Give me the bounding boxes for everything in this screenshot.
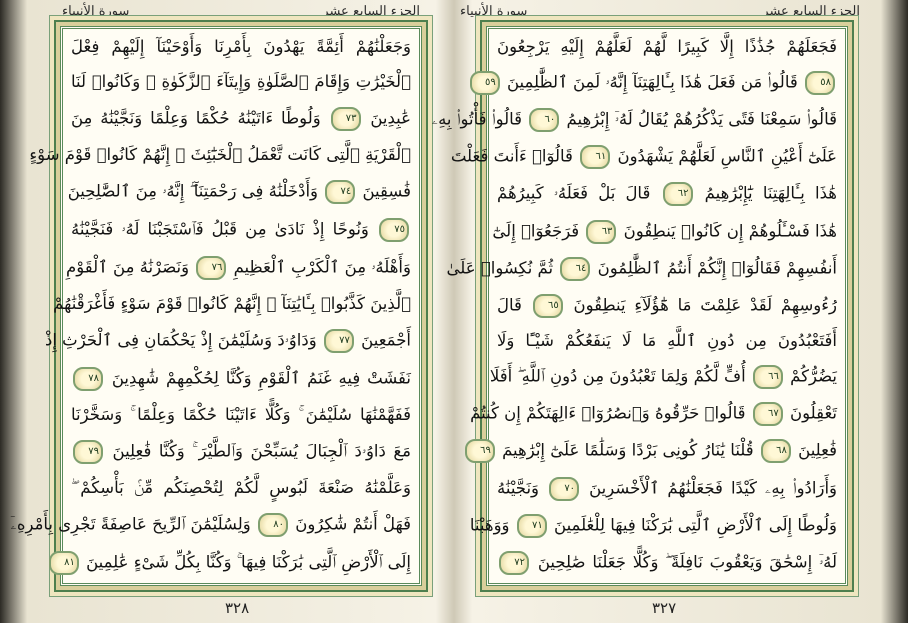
text-line: هَٰذَا فَسْـَٔلُوهُمْ إِن كَانُوا۟ يَنطِقُونَ ٦٣ فَرَجَعُوٓا۟ إِلَىٰٓ — [497, 220, 837, 244]
ayah-number-marker: ٦٣ — [586, 220, 616, 244]
ayah-number-marker: ٨١ — [49, 551, 79, 575]
ayah-number-marker: ٨٠ — [258, 513, 288, 537]
ayah-number-marker: ٥٨ — [805, 71, 835, 95]
text-line: إِلَى ٱلْأَرْضِ ٱلَّتِى بَٰرَكْنَا فِيهَا ۚ وَكُنَّا بِكُلِّ شَىْءٍ عَٰلِمِينَ ٨١ — [71, 551, 411, 575]
text-line: مَعَ دَاوُۥدَ ٱلْجِبَالَ يُسَبِّحْنَ وَٱلطَّيْرَ ۚ وَكُنَّا فَٰعِلِينَ ٧٩ — [71, 440, 411, 464]
surah-header: سورة الأنبياء — [62, 4, 130, 19]
page-frame — [10, 26, 422, 586]
ayah-number-marker: ٧٤ — [325, 180, 355, 204]
ayah-number-marker: ٦٥ — [533, 294, 563, 318]
page-frame — [431, 26, 848, 586]
ayah-number-marker: ٦٤ — [560, 257, 590, 281]
text-line: وَلُوطًا إِلَى ٱلْأَرْضِ ٱلَّتِى بَٰرَكْنَا فِيهَا لِلْعَٰلَمِينَ ٧١ وَوَهَبْنَا — [497, 514, 837, 538]
surah-header: سورة الأنبياء — [460, 4, 528, 19]
text-line: وَأَهْلَهُۥ مِنَ ٱلْكَرْبِ ٱلْعَظِيمِ ٧٦ وَنَصَرْنَٰهُ مِنَ ٱلْقَوْمِ — [71, 256, 411, 280]
juz-header: الجزء السابع عشر — [322, 4, 420, 19]
text-line: ٱلَّذِينَ كَذَّبُوا۟ بِـَٔايَٰتِنَآ ۚ إِنَّهُمْ كَانُوا۟ قَوْمَ سَوْءٍ فَأَغْرَقْنَٰهُمْ — [53, 293, 411, 313]
ayah-number-marker: ٦٨ — [761, 439, 791, 463]
text-line: ٧٥ وَنُوحًا إِذْ نَادَىٰ مِن قَبْلُ فَٱسْتَجَبْنَا لَهُۥ فَنَجَّيْنَٰهُ — [71, 218, 411, 242]
text-line: وَعَلَّمْنَٰهُ صَنْعَةَ لَبُوسٍ لَّكُمْ لِتُحْصِنَكُم مِّنۢ بَأْسِكُمْ ۖ — [71, 478, 411, 497]
text-line: فَفَهَّمْنَٰهَا سُلَيْمَٰنَ ۚ وَكُلًّا ءَاتَيْنَا حُكْمًا وَعِلْمًا ۚ وَسَخَّرْنَا — [71, 405, 411, 425]
page-number: ٣٢٨ — [225, 599, 250, 617]
text-line: أَجْمَعِينَ ٧٧ وَدَاوُۥدَ وَسُلَيْمَٰنَ إِذْ يَحْكُمَانِ فِى ٱلْحَرْثِ إِذْ — [71, 329, 411, 353]
ayah-number-marker: ٧٥ — [379, 218, 409, 242]
ayah-number-marker: ٧٣ — [331, 107, 361, 131]
ayah-number-marker: ٦٠ — [529, 108, 559, 132]
text-line: رُءُوسِهِمْ لَقَدْ عَلِمْتَ مَا هَٰٓؤُلَآءِ يَنطِقُونَ ٦٥ قَالَ — [497, 294, 837, 318]
text-block — [10, 37, 411, 575]
text-line: عَلَىٰٓ أَعْيُنِ ٱلنَّاسِ لَعَلَّهُمْ يَشْهَدُونَ ٦١ قَالُوٓا۟ ءَأَنتَ فَعَلْتَ — [497, 145, 837, 169]
right-page — [431, 0, 908, 623]
ayah-number-marker: ٦٧ — [753, 402, 783, 426]
ayah-number-marker: ٦٦ — [753, 365, 783, 389]
text-line: فَٰعِلِينَ ٦٨ قُلْنَا يَٰنَارُ كُونِى بَرْدًا وَسَلَٰمًا عَلَىٰٓ إِبْرَٰهِيمَ ٦٩ — [497, 439, 837, 463]
text-line: ٱلْقَرْيَةِ ٱلَّتِى كَانَت تَّعْمَلُ ٱلْخَبَٰٓئِثَ ۗ إِنَّهُمْ كَانُوا۟ قَوْمَ سَوْءٍ — [29, 144, 411, 164]
page-number: ٣٢٧ — [652, 599, 677, 617]
ayah-number-marker: ٧١ — [517, 514, 547, 538]
ayah-number-marker: ٧٩ — [73, 440, 103, 464]
text-line: وَجَعَلْنَٰهُمْ أَئِمَّةً يَهْدُونَ بِأَمْرِنَا وَأَوْحَيْنَآ إِلَيْهِمْ فِعْلَ — [71, 37, 411, 56]
ayah-number-marker: ٧٢ — [499, 551, 529, 575]
text-line: تَعْقِلُونَ ٦٧ قَالُوا۟ حَرِّقُوهُ وَٱنصُرُوٓا۟ ءَالِهَتَكُمْ إِن كُنتُمْ — [497, 402, 837, 426]
text-line: قَالُوا۟ سَمِعْنَا فَتًى يَذْكُرُهُمْ يُقَالُ لَهُۥٓ إِبْرَٰهِيمُ ٦٠ قَالُوا۟ فَأْتُوا۟ بِهِۦ — [497, 108, 837, 132]
ayah-number-marker: ٧٧ — [324, 329, 354, 353]
text-line: أَفَتَعْبُدُونَ مِن دُونِ ٱللَّهِ مَا لَا يَنفَعُكُمْ شَيْـًٔا وَلَا — [497, 331, 837, 351]
text-line: فَٰسِقِينَ ٧٤ وَأَدْخَلْنَٰهُ فِى رَحْمَتِنَآ ۖ إِنَّهُۥ مِنَ ٱلصَّٰلِحِينَ — [71, 180, 411, 204]
text-line: عَٰبِدِينَ ٧٣ وَلُوطًا ءَاتَيْنَٰهُ حُكْمًا وَعِلْمًا وَنَجَّيْنَٰهُ مِنَ — [71, 107, 411, 131]
ayah-number-marker: ٧٠ — [549, 477, 579, 501]
ayah-number-marker: ٧٦ — [196, 256, 226, 280]
text-line: فَجَعَلَهُمْ جُذَٰذًا إِلَّا كَبِيرًا لَّهُمْ لَعَلَّهُمْ إِلَيْهِ يَرْجِعُونَ — [497, 37, 837, 56]
juz-header: الجزء السابع عشر — [762, 4, 860, 19]
text-line: يَضُرُّكُمْ ٦٦ أُفٍّ لَّكُمْ وَلِمَا تَعْبُدُونَ مِن دُونِ ٱللَّهِ ۖ أَفَلَا — [497, 365, 837, 389]
text-line: أَنفُسِهِمْ فَقَالُوٓا۟ إِنَّكُمْ أَنتُمُ ٱلظَّٰلِمُونَ ٦٤ ثُمَّ نُكِسُوا۟ عَلَىٰ — [497, 257, 837, 281]
text-line: فَهَلْ أَنتُمْ شَٰكِرُونَ ٨٠ وَلِسُلَيْمَٰنَ ٱلرِّيحَ عَاصِفَةً تَجْرِى بِأَمْرِهِۦٓ — [71, 513, 411, 537]
ayah-number-marker: ٦١ — [580, 145, 610, 169]
ayah-number-marker: ٥٩ — [470, 71, 500, 95]
ayah-number-marker: ٧٨ — [73, 367, 103, 391]
ayah-number-marker: ٦٢ — [663, 182, 693, 206]
ayah-number-marker: ٦٩ — [465, 439, 495, 463]
text-block — [431, 37, 837, 575]
text-line: ٥٨ قَالُوا۟ مَن فَعَلَ هَٰذَا بِـَٔالِهَتِنَآ إِنَّهُۥ لَمِنَ ٱلظَّٰلِمِينَ ٥٩ — [497, 71, 837, 95]
text-line: ٱلْخَيْرَٰتِ وَإِقَامَ ٱلصَّلَوٰةِ وَإِيتَآءَ ٱلزَّكَوٰةِ ۖ وَكَانُوا۟ لَنَا — [71, 71, 411, 91]
text-line: نَفَشَتْ فِيهِ غَنَمُ ٱلْقَوْمِ وَكُنَّا لِحُكْمِهِمْ شَٰهِدِينَ ٧٨ — [71, 367, 411, 391]
text-line: هَٰذَا بِـَٔالِهَتِنَا يَٰٓإِبْرَٰهِيمُ ٦٢ قَالَ بَلْ فَعَلَهُۥ كَبِيرُهُمْ — [497, 182, 837, 206]
text-line: لَهُۥٓ إِسْحَٰقَ وَيَعْقُوبَ نَافِلَةً ۖ وَكُلًّا جَعَلْنَا صَٰلِحِينَ ٧٢ — [497, 551, 837, 575]
text-line: وَأَرَادُوا۟ بِهِۦ كَيْدًا فَجَعَلْنَٰهُمُ ٱلْأَخْسَرِينَ ٧٠ وَنَجَّيْنَٰهُ — [497, 477, 837, 501]
